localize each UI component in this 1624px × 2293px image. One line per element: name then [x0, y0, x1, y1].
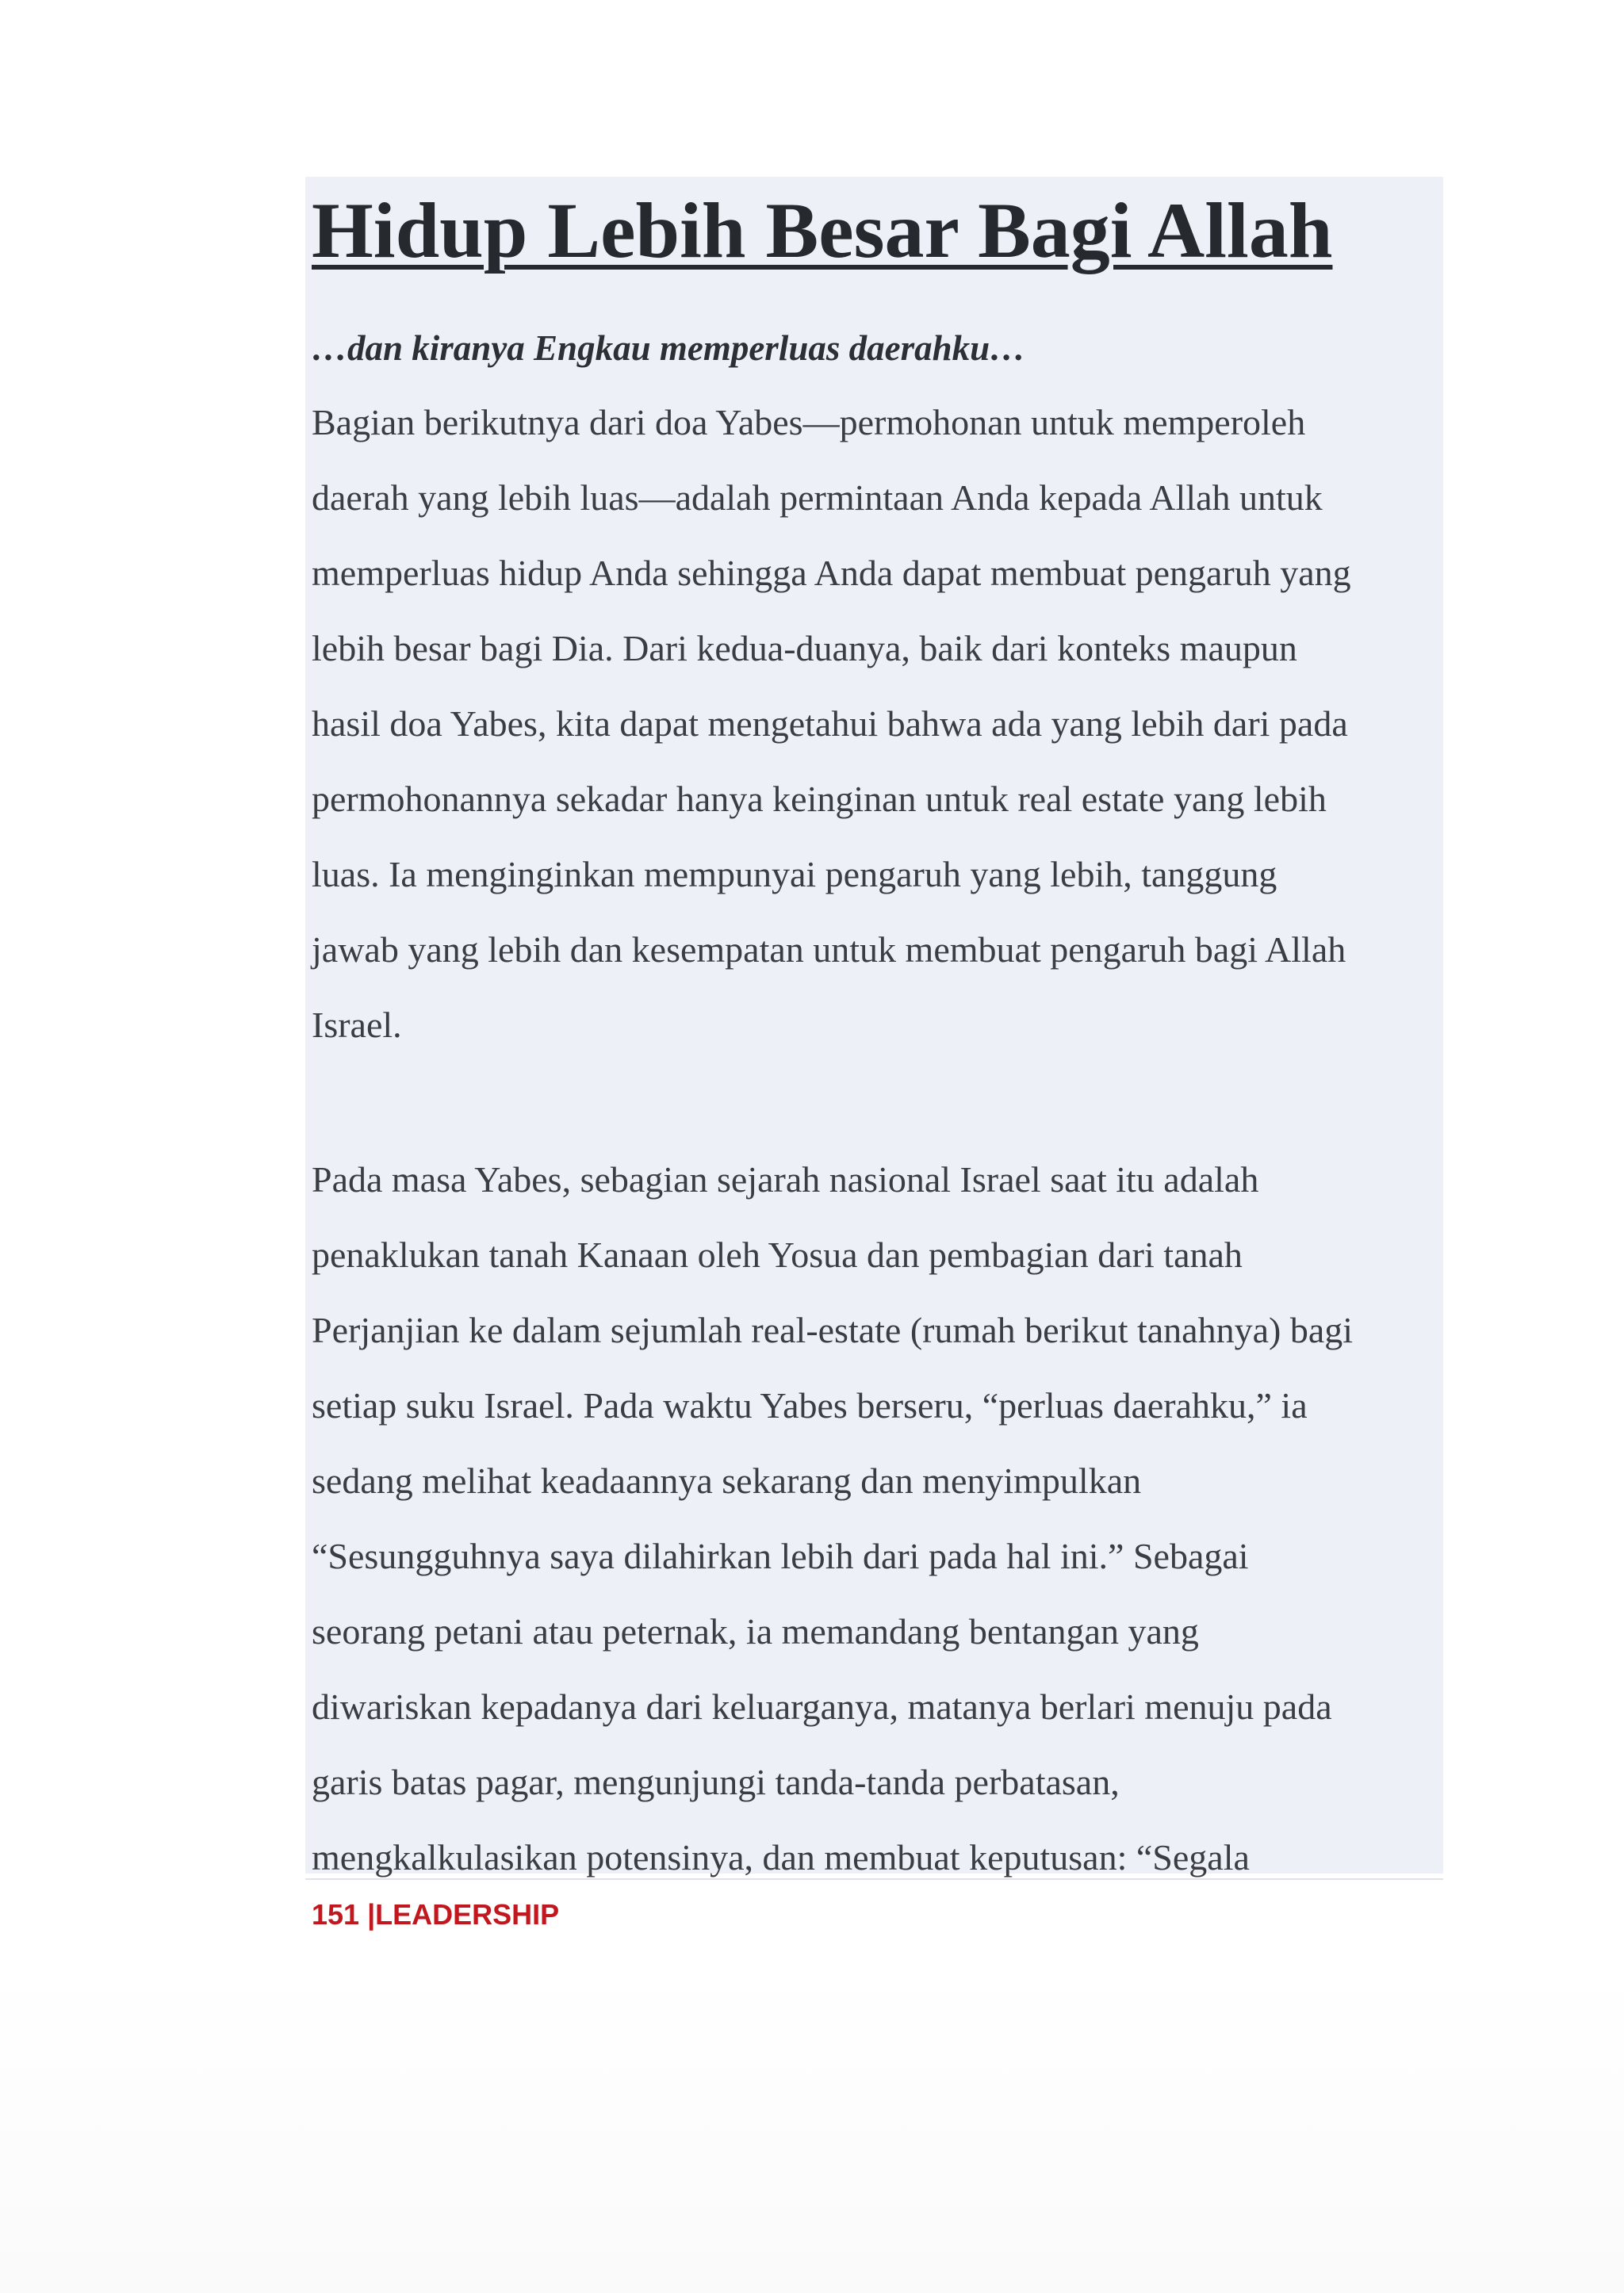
text-line: diwariskan kepadanya dari keluarganya, matanya berlari menuju pada: [312, 1686, 1332, 1727]
text-line: Pada masa Yabes, sebagian sejarah nasional Israel saat itu adalah: [312, 1159, 1259, 1200]
text-line: Bagian berikutnya dari doa Yabes—permohonan untuk memperoleh: [312, 402, 1306, 442]
text-line: memperluas hidup Anda sehingga Anda dapat membuat pengaruh yang: [312, 553, 1351, 593]
page-title: Hidup Lebih Besar Bagi Allah: [312, 186, 1333, 274]
text-line: setiap suku Israel. Pada waktu Yabes berseru, “perluas daerahku,” ia: [312, 1385, 1308, 1426]
text-line: garis batas pagar, mengunjungi tanda-tanda perbatasan,: [312, 1762, 1120, 1802]
page-bottom-shade: [0, 1966, 1624, 2293]
text-line: penaklukan tanah Kanaan oleh Yosua dan pembagian dari tanah: [312, 1235, 1243, 1275]
subtitle-quote: …dan kiranya Engkau memperluas daerahku…: [312, 328, 1026, 368]
footer-divider: [305, 1878, 1443, 1880]
text-line: seorang petani atau peternak, ia memandang bentangan yang: [312, 1611, 1199, 1652]
text-line: sedang melihat keadaannya sekarang dan menyimpulkan: [312, 1460, 1142, 1501]
text-line: Israel.: [312, 1005, 402, 1045]
text-line: daerah yang lebih luas—adalah permintaan Anda kepada Allah untuk: [312, 477, 1323, 518]
text-line: Perjanjian ke dalam sejumlah real-estate (rumah berikut tanahnya) bagi: [312, 1310, 1354, 1350]
page-footer: 151 |LEADERSHIP: [312, 1898, 560, 1931]
text-line: “Sesungguhnya saya dilahirkan lebih dari pada hal ini.” Sebagai: [312, 1536, 1249, 1576]
text-line: jawab yang lebih dan kesempatan untuk membuat pengaruh bagi Allah: [312, 929, 1346, 970]
text-line: mengkalkulasikan potensinya, dan membuat keputusan: “Segala: [312, 1837, 1250, 1878]
text-line: lebih besar bagi Dia. Dari kedua-duanya, baik dari konteks maupun: [312, 628, 1297, 668]
paragraph-2: [312, 1142, 1438, 1895]
text-line: hasil doa Yabes, kita dapat mengetahui bahwa ada yang lebih dari pada: [312, 703, 1348, 744]
paragraph-1: [312, 385, 1438, 1062]
text-line: permohonannya sekadar hanya keinginan untuk real estate yang lebih: [312, 779, 1327, 819]
text-line: luas. Ia menginginkan mempunyai pengaruh yang lebih, tanggung: [312, 854, 1277, 894]
